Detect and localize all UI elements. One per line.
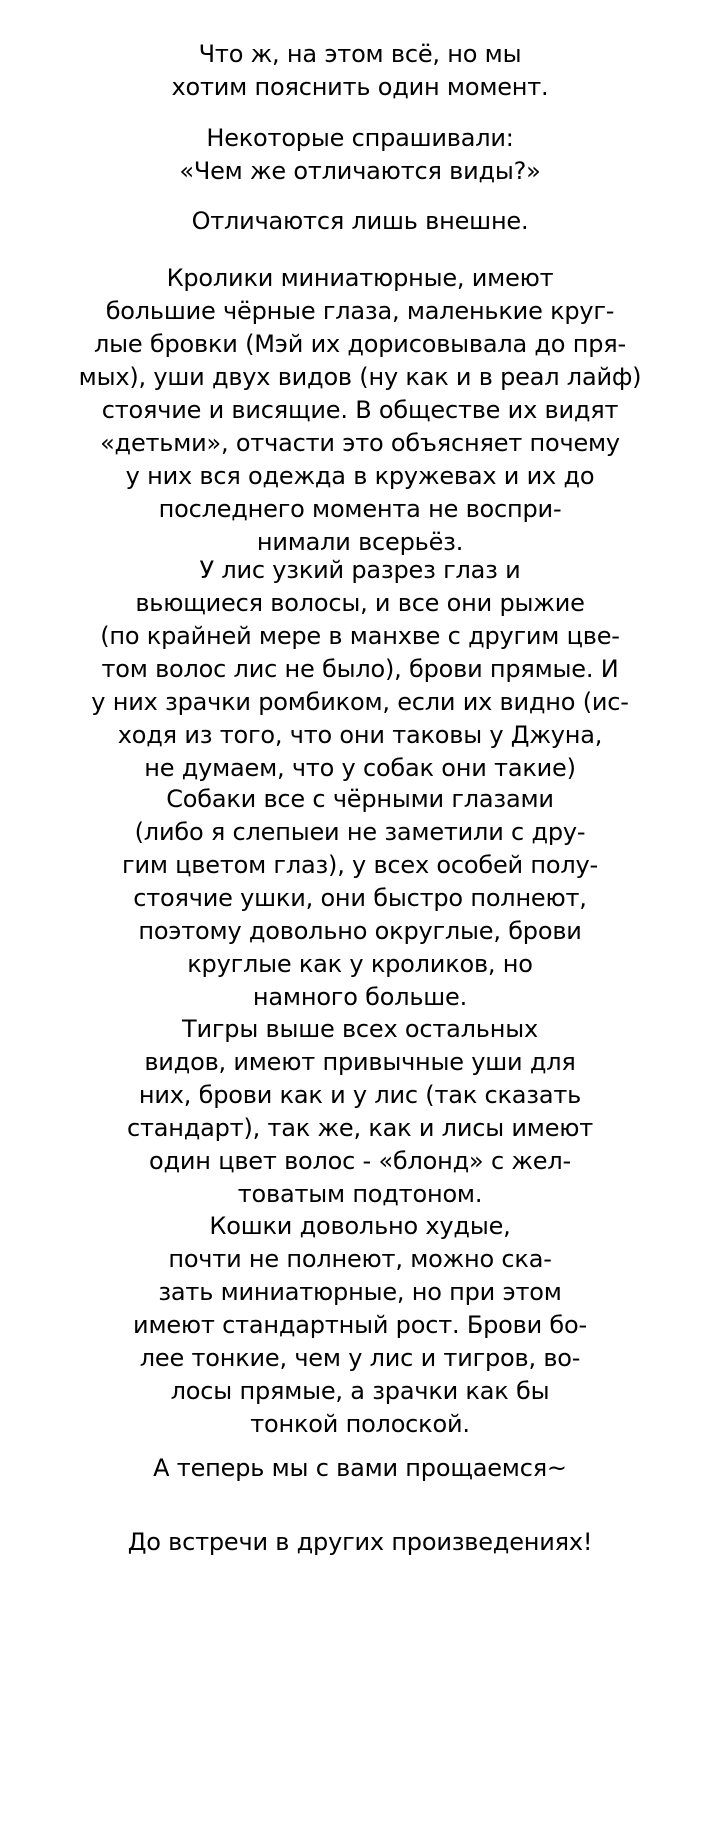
text-line: Некоторые спрашивали: bbox=[206, 124, 514, 152]
text-line: Кролики миниатюрные, имеют bbox=[166, 264, 554, 292]
text-line: намного больше. bbox=[252, 983, 468, 1011]
paragraph-rabbits bbox=[30, 262, 690, 559]
text-line: лее тонкие, чем у лис и тигров, во- bbox=[139, 1344, 581, 1372]
paragraph-foxes bbox=[30, 554, 690, 785]
text-line: имеют стандартный рост. Брови бо- bbox=[133, 1311, 587, 1339]
text-line: гим цветом глаз), у всех особей полу- bbox=[122, 851, 598, 879]
paragraph-question bbox=[30, 122, 690, 188]
text-line: поэтому довольно округлые, брови bbox=[138, 917, 582, 945]
paragraph-dogs bbox=[30, 783, 690, 1014]
text-line: Кошки довольно худые, bbox=[209, 1212, 511, 1240]
text-line: «Чем же отличаются виды?» bbox=[179, 157, 541, 185]
text-line: них, брови как и у лис (так сказать bbox=[138, 1081, 582, 1109]
text-line: Отличаются лишь внешне. bbox=[191, 207, 529, 235]
paragraph-closing bbox=[30, 1526, 690, 1559]
text-line: хотим пояснить один момент. bbox=[171, 73, 549, 101]
text-line: зать миниатюрные, но при этом bbox=[158, 1278, 562, 1306]
text-line: У лис узкий разрез глаз и bbox=[199, 556, 521, 584]
text-line: нимали всерьёз. bbox=[256, 528, 464, 556]
text-line: стоячие и висящие. В обществе их видят bbox=[101, 396, 619, 424]
text-line: стандарт), так же, как и лисы имеют bbox=[126, 1114, 594, 1142]
text-line: мых), уши двух видов (ну как и в реал лайф) bbox=[78, 363, 642, 391]
text-line: Что ж, на этом всё, но мы bbox=[198, 40, 522, 68]
text-line: том волос лис не было), брови прямые. И bbox=[101, 655, 619, 683]
paragraph-tigers bbox=[30, 1013, 690, 1211]
paragraph-answer bbox=[30, 205, 690, 238]
text-line: один цвет волос - «блонд» с жел- bbox=[149, 1147, 571, 1175]
text-line: Тигры выше всех остальных bbox=[182, 1015, 538, 1043]
text-line: ходя из того, что они таковы у Джуна, bbox=[117, 721, 603, 749]
text-line: последнего момента не воспри- bbox=[158, 495, 562, 523]
text-line: круглые как у кроликов, но bbox=[187, 950, 533, 978]
text-line: почти не полнеют, можно ска- bbox=[168, 1245, 552, 1273]
text-line: большие чёрные глаза, маленькие круг- bbox=[105, 297, 615, 325]
text-line: лосы прямые, а зрачки как бы bbox=[170, 1377, 550, 1405]
text-line: тонкой полоской. bbox=[250, 1410, 470, 1438]
text-line: товатым подтоном. bbox=[237, 1180, 483, 1208]
text-line: не думаем, что у собак они такие) bbox=[144, 754, 576, 782]
text-line: А теперь мы с вами прощаемся~ bbox=[153, 1454, 567, 1482]
text-line: (либо я слепыеи не заметили с дру- bbox=[134, 818, 586, 846]
text-line: лые бровки (Мэй их дорисовывала до пря- bbox=[94, 330, 626, 358]
text-line: Собаки все с чёрными глазами bbox=[166, 785, 554, 813]
text-line: стоячие ушки, они быстро полнеют, bbox=[133, 884, 587, 912]
paragraph-farewell bbox=[30, 1452, 690, 1485]
text-line: видов, имеют привычные уши для bbox=[144, 1048, 576, 1076]
text-line: «детьми», отчасти это объясняет почему bbox=[100, 429, 620, 457]
paragraph-intro bbox=[30, 38, 690, 104]
text-line: у них вся одежда в кружевах и их до bbox=[125, 462, 595, 490]
text-line: вьющиеся волосы, и все они рыжие bbox=[135, 589, 585, 617]
text-line: (по крайней мере в манхве с другим цве- bbox=[100, 622, 620, 650]
text-line: у них зрачки ромбиком, если их видно (ис- bbox=[91, 688, 629, 716]
paragraph-cats bbox=[30, 1210, 690, 1441]
text-line: До встречи в других произведениях! bbox=[127, 1528, 593, 1556]
